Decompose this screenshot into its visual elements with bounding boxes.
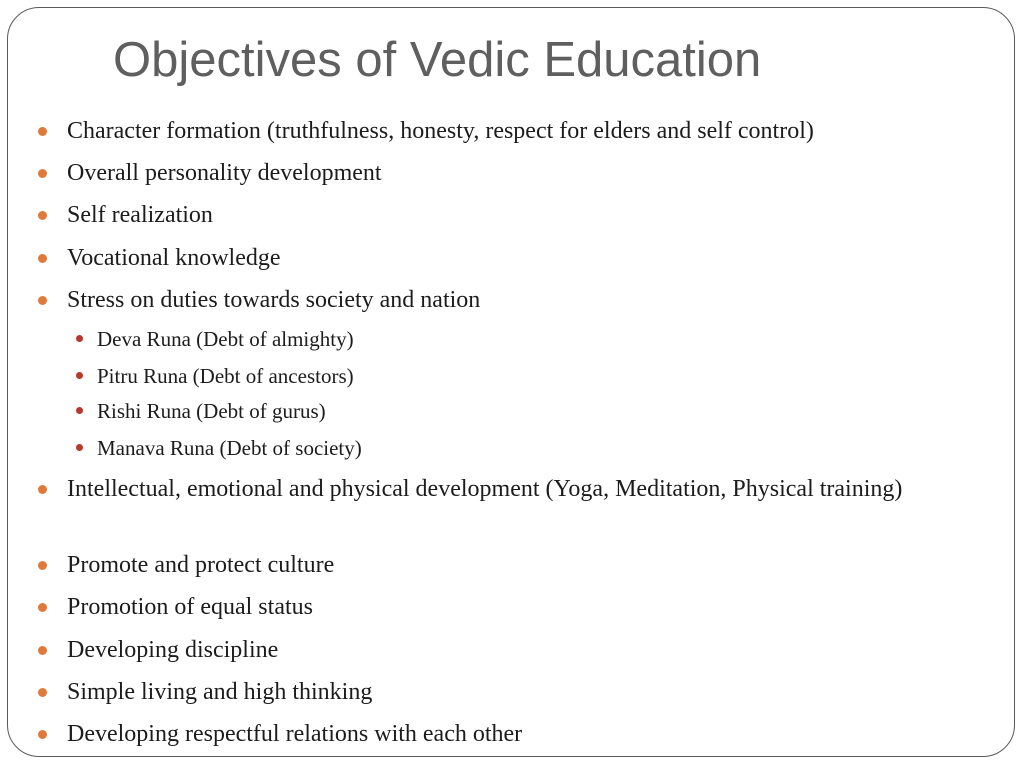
bullet-dot-icon [38, 646, 47, 655]
list-item [67, 473, 1013, 505]
bullet-dot-icon [38, 730, 47, 739]
list-item [67, 718, 522, 750]
bullet-dot-icon [38, 169, 47, 178]
list-item [67, 157, 382, 189]
list-item [67, 242, 281, 274]
list-item-text: Promote and protect culture [67, 552, 335, 578]
bullet-dot-icon [38, 296, 47, 305]
list-item-text: Simple living and high thinking [67, 679, 373, 705]
list-item-text: Intellectual, emotional and physical development (Yoga, Meditation, Physical training) [67, 476, 903, 502]
list-item-text: Vocational knowledge [67, 245, 281, 271]
list-item-text: Developing respectful relations with each other [67, 721, 523, 747]
bullet-dot-icon [38, 254, 47, 263]
list-item [67, 549, 334, 581]
list-item-text: Developing discipline [67, 637, 279, 663]
sub-bullet-dot-icon [76, 335, 83, 342]
list-item [67, 284, 480, 316]
bullet-dot-icon [38, 485, 47, 494]
sub-list-item [97, 325, 354, 353]
sub-list-item [97, 397, 326, 425]
sub-list-item-text: Manava Runa (Debt of society) [97, 436, 362, 460]
list-item-text: Self realization [67, 202, 213, 228]
slide-title: Objectives of Vedic Education [113, 33, 762, 87]
sub-bullet-dot-icon [76, 444, 83, 451]
sub-list-item [97, 434, 362, 462]
list-item-text: Stress on duties towards society and nation [67, 287, 481, 313]
list-item-text: Overall personality development [67, 160, 382, 186]
list-item [67, 591, 313, 623]
sub-bullet-dot-icon [76, 372, 83, 379]
bullet-dot-icon [38, 603, 47, 612]
bullet-dot-icon [38, 211, 47, 220]
bullet-dot-icon [38, 561, 47, 570]
bullet-dot-icon [38, 127, 47, 136]
sub-list-item-text: Pitru Runa (Debt of ancestors) [97, 364, 354, 388]
list-item [67, 115, 814, 147]
sub-list-item-text: Rishi Runa (Debt of gurus) [97, 399, 326, 423]
list-item-text: Promotion of equal status [67, 594, 313, 620]
sub-list-item-text: Deva Runa (Debt of almighty) [97, 327, 354, 351]
list-item [67, 199, 213, 231]
list-item-text: Character formation (truthfulness, honesty, respect for elders and self control) [67, 118, 814, 144]
list-item [67, 676, 372, 708]
sub-bullet-dot-icon [76, 407, 83, 414]
sub-list-item [97, 362, 354, 390]
bullet-dot-icon [38, 688, 47, 697]
list-item [67, 634, 278, 666]
